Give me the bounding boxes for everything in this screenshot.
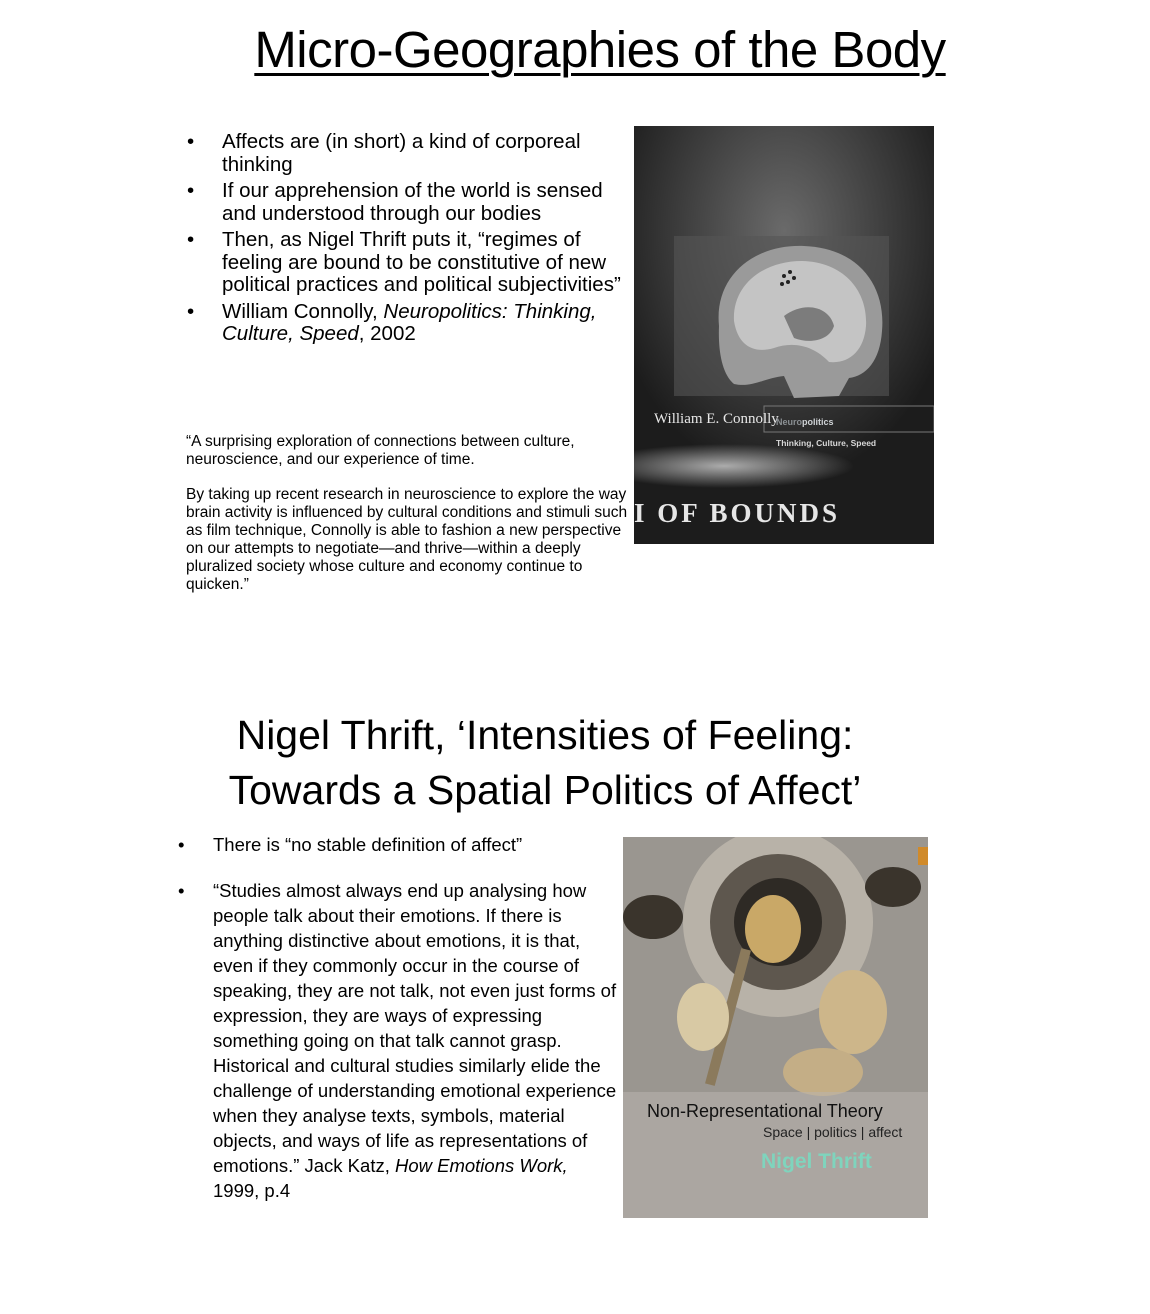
non-representational-theory-cover xyxy=(623,837,928,1218)
citation-year: 1999, p.4 xyxy=(213,1180,291,1201)
citation-work: Neuropolitics: Thinking, Culture, Speed xyxy=(222,299,597,345)
quote-paragraph: By taking up recent research in neuroscience to explore the way brain activity is influenced by cultural conditions and stimuli such as film technique, Connolly is able to fashion a new perspective on our attempts to negotiate—and thrive—within a deeply pluralized society whose culture and economy continue to quicken.” xyxy=(186,486,628,593)
citation-year: , 2002 xyxy=(358,322,416,345)
citation-author: William Connolly, xyxy=(222,299,378,323)
list-item: • If our apprehension of the world is sensed and understood through our bodies xyxy=(187,180,637,225)
brain-scan-image xyxy=(634,126,934,544)
cover-title: Neuropolitics xyxy=(776,417,834,427)
cover-subtitle: Thinking, Culture, Speed xyxy=(776,438,877,448)
cover-author: Nigel Thrift xyxy=(761,1150,872,1173)
citation-work: How Emotions Work, xyxy=(394,1155,568,1176)
page-title: Micro-Geographies of the Body xyxy=(254,21,946,78)
quote-block xyxy=(186,433,636,611)
quote-text: “Studies almost always end up analysing how people talk about their emotions. If there is anything distinctive about emotions, it is that, even if they commonly occur in the course of speaking, they are not talk, not even just forms of expression, they are ways of expressing something going on that talk cannot grasp. Historical and cultural studies similarly elide the challenge of understanding emotional experience when they analyse texts, symbols, material objects, and ways of life as representations of emotions.” Jack Katz, xyxy=(213,880,617,1176)
list-item: • Then, as Nigel Thrift puts it, “regimes of feeling are bound to be constitutive of new political practices and political subjectivities” xyxy=(187,229,637,297)
list-item xyxy=(178,878,618,1203)
slide-title-line: Towards a Spatial Politics of Affect’ xyxy=(228,767,862,813)
neuropolitics-book-cover xyxy=(634,126,934,544)
list-item: • There is “no stable definition of affect” xyxy=(178,832,618,857)
list-item: • Affects are (in short) a kind of corporeal thinking xyxy=(187,131,637,176)
bullet-list xyxy=(178,832,618,1224)
quote-paragraph: “A surprising exploration of connections between culture, neuroscience, and our experience of time. xyxy=(186,433,575,468)
bullet-list xyxy=(187,131,637,350)
slide-title-line: Nigel Thrift, ‘Intensities of Feeling: xyxy=(236,712,854,758)
cover-title: Non-Representational Theory xyxy=(647,1101,883,1121)
slide-title xyxy=(0,708,1090,818)
cover-series-text: I OF BOUNDS xyxy=(634,498,841,528)
cover-author: William E. Connolly xyxy=(654,411,779,427)
cover-subtitle: Space | politics | affect xyxy=(763,1124,903,1140)
list-item xyxy=(187,301,637,346)
